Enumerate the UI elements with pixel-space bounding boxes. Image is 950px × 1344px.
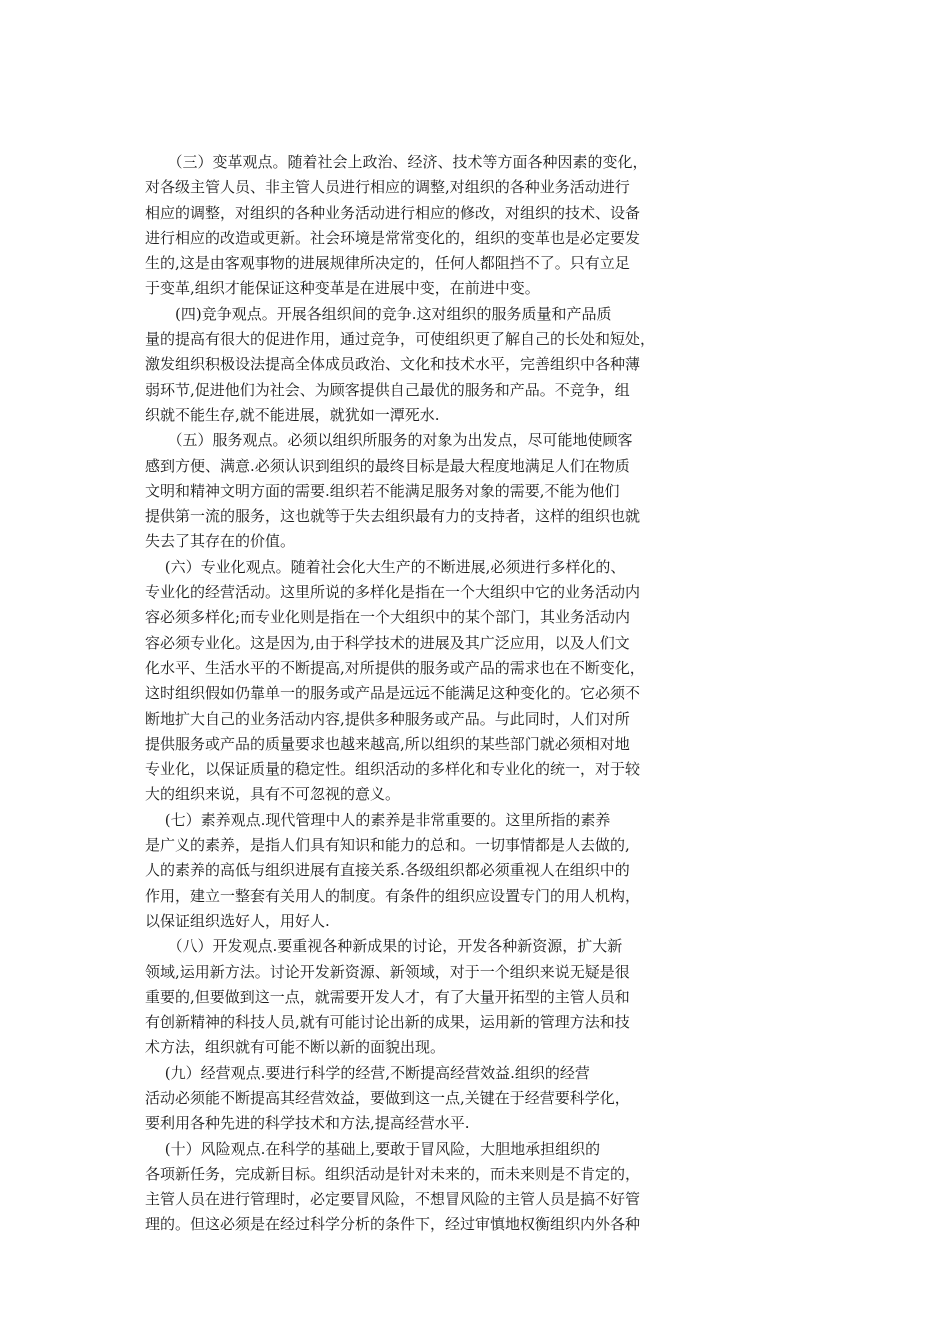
text-line: 提供服务或产品的质量要求也越来越高,所以组织的某些部门就必须相对地 <box>145 734 630 753</box>
text-line: 领域,运用新方法。讨论开发新资源、新领域，对于一个组织来说无疑是很 <box>145 962 630 981</box>
text-line: 要利用各种先进的科学技术和方法,提高经营水平. <box>145 1114 470 1133</box>
text-line: 专业化的经营活动。这里所说的多样化是指在一个大组织中它的业务活动内 <box>145 583 641 602</box>
text-line: （八）开发观点.要重视各种新成果的讨论，开发各种新资源，扩大新 <box>145 937 623 956</box>
text-line: (四)竞争观点。开展各组织间的竞争.这对组织的服务质量和产品质 <box>145 304 612 323</box>
text-line: 激发组织积极设法提高全体成员政治、文化和技术水平，完善组织中各种薄 <box>145 355 641 374</box>
text-line: 以保证组织选好人，用好人. <box>145 911 330 930</box>
text-line: 化水平、生活水平的不断提高,对所提供的服务或产品的需求也在不断变化， <box>145 658 645 677</box>
text-line: 容必须多样化;而专业化则是指在一个大组织中的某个部门，其业务活动内 <box>145 608 631 627</box>
text-line: 进行相应的改造或更新。社会环境是常常变化的，组织的变革也是必定要发 <box>145 228 641 247</box>
text-line: 这时组织假如仍靠单一的服务或产品是远远不能满足这种变化的。它必须不 <box>145 684 641 703</box>
text-line: 大的组织来说，具有不可忽视的意义。 <box>145 785 401 804</box>
text-line: (十）风险观点.在科学的基础上,要敢于冒风险，大胆地承担组织的 <box>145 1139 601 1158</box>
text-line: 相应的调整，对组织的各种业务活动进行相应的修改，对组织的技术、设备 <box>145 203 641 222</box>
text-line: （五）服务观点。必须以组织所服务的对象为出发点，尽可能地使顾客 <box>145 431 633 450</box>
text-line: 于变革,组织才能保证这种变革是在进展中变，在前进中变。 <box>145 279 540 298</box>
text-line: 感到方便、满意.必须认识到组织的最终目标是最大程度地满足人们在物质 <box>145 456 630 475</box>
text-line: 有创新精神的科技人员,就有可能讨论出新的成果，运用新的管理方法和技 <box>145 1013 630 1032</box>
text-line: 术方法，组织就有可能不断以新的面貌出现。 <box>145 1038 446 1057</box>
text-line: 量的提高有很大的促进作用，通过竞争，可使组织更了解自己的长处和短处， <box>145 330 656 349</box>
text-line: 是广义的素养，是指人们具有知识和能力的总和。一切事情都是人去做的, <box>145 836 630 855</box>
text-line: (七）素养观点.现代管理中人的素养是非常重要的。这里所指的素养 <box>145 810 611 829</box>
text-line: 提供第一流的服务，这也就等于失去组织最有力的支持者，这样的组织也就 <box>145 507 641 526</box>
text-line: 活动必须能不断提高其经营效益，要做到这一点,关键在于经营要科学化， <box>145 1088 630 1107</box>
text-line: 文明和精神文明方面的需要.组织若不能满足服务对象的需要,不能为他们 <box>145 481 620 500</box>
text-line: 织就不能生存,就不能进展，就犹如一潭死水. <box>145 405 440 424</box>
text-line: 对各级主管人员、非主管人员进行相应的调整,对组织的各种业务活动进行 <box>145 178 630 197</box>
text-line: 重要的,但要做到这一点，就需要开发人才，有了大量开拓型的主管人员和 <box>145 987 630 1006</box>
text-line: 主管人员在进行管理时，必定要冒风险，不想冒风险的主管人员是搞不好管 <box>145 1190 641 1209</box>
text-line: 人的素养的高低与组织进展有直接关系.各级组织都必须重视人在组织中的 <box>145 861 630 880</box>
text-line: 作用，建立一整套有关用人的制度。有条件的组织应设置专门的用人机构， <box>145 886 641 905</box>
text-line: 专业化，以保证质量的稳定性。组织活动的多样化和专业化的统一，对于较 <box>145 760 641 779</box>
text-line: 失去了其存在的价值。 <box>145 532 296 551</box>
text-line: (六）专业化观点。随着社会化大生产的不断进展,必须进行多样化的、 <box>145 557 626 576</box>
text-line: 断地扩大自己的业务活动内容,提供多种服务或产品。与此同时，人们对所 <box>145 709 630 728</box>
text-line: 理的。但这必须是在经过科学分析的条件下，经过审慎地权衡组织内外各种 <box>145 1215 641 1234</box>
text-line: 生的,这是由客观事物的进展规律所决定的，任何人都阻挡不了。只有立足 <box>145 254 630 273</box>
body-text <box>145 150 715 1238</box>
text-line: (九）经营观点.要进行科学的经营,不断提高经营效益.组织的经营 <box>145 1063 590 1082</box>
text-line: （三）变革观点。随着社会上政治、经济、技术等方面各种因素的变化， <box>145 153 648 171</box>
text-line: 容必须专业化。这是因为,由于科学技术的进展及其广泛应用，以及人们文 <box>145 633 630 652</box>
text-line: 弱环节,促进他们为社会、为顾客提供自己最优的服务和产品。不竞争，组 <box>145 380 630 399</box>
text-line: 各项新任务，完成新目标。组织活动是针对未来的，而未来则是不肯定的， <box>145 1164 641 1183</box>
